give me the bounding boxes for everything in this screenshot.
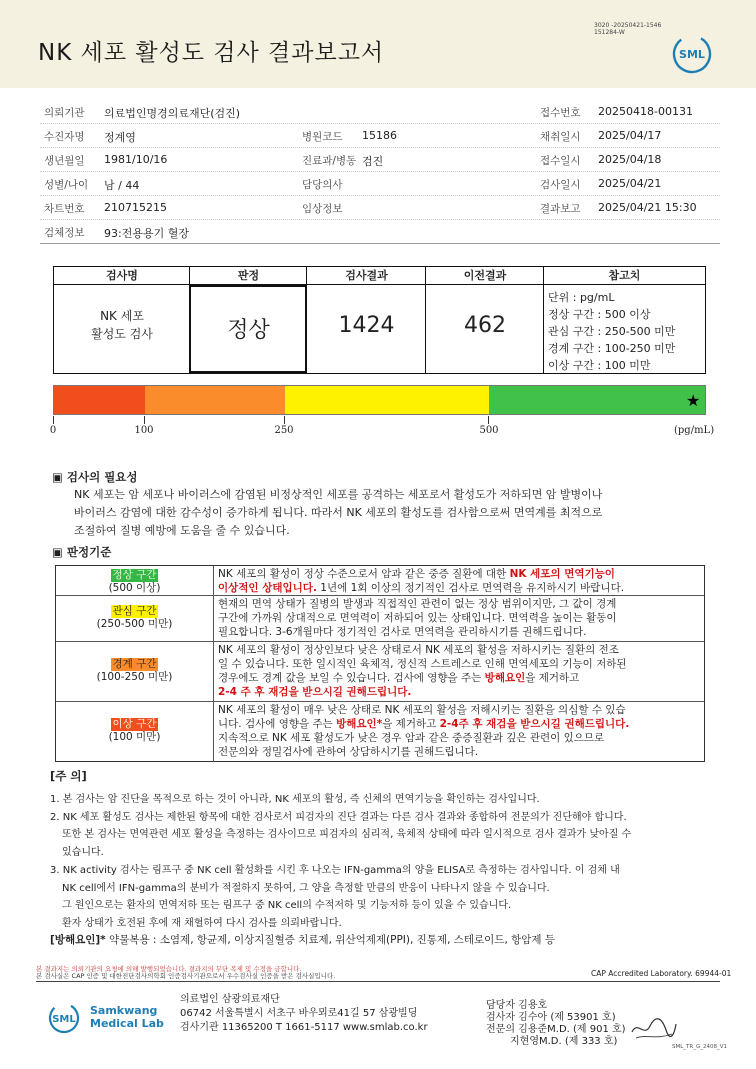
criteria-text: NK 세포의 활성이 매우 낮은 상태로 NK 세포의 활성을 저해시키는 질환을 의심할 수 있습 니다. 검사에 영향을 주는 방해요인*을 제거하고 2-4주 후 재검을 받으시길 권해드립니다. 지속적으로 NK 세포 활성도가 낮은 경우 암과 같은 중증질환과 깊은 관련이 있으므로 전문의와 정밀검사에 관하여 상담하시기를 권해드립니다.	[218, 704, 630, 758]
note-line: 1. 본 검사는 암 진단을 목적으로 하는 것이 아니라, NK 세포의 활성, 즉 신체의 면역기능을 확인하는 검사입니다.	[50, 794, 540, 805]
criteria-text: NK 세포의 활성이 정상인보다 낮은 상태로서 NK 세포의 활성을 저하시키는 질환의 전조 일 수 있습니다. 또한 일시적인 육체적, 정신적 스트레스로 인해 면역세포의 기능이 저하된 경우에도 경계 값을 보일 수 있습니다. 검사에 영향을 주는 방해요인을 제거하고 2-4 주 후 재검을 받으시길 권해드립니다.	[218, 644, 627, 698]
gauge-caution-segment	[285, 386, 489, 414]
info-row: 검체정보 93:전용용기 혈장	[40, 220, 720, 244]
staff-info: 담당자 김용호 검사자 김수아 (제 53901 호) 전문의 김용준M.D. (제 901 호) 지현영M.D. (제 333 호)	[486, 1000, 626, 1047]
section-title-criteria: ▣ 판정기준	[52, 545, 112, 559]
department: 검진	[362, 155, 384, 168]
note-line: 3. NK activity 검사는 림프구 중 NK cell 활성화를 시킨 후 나오는 IFN-gamma의 양을 ELISA로 측정하는 검사입니다. 이 검체 내	[50, 865, 620, 876]
document-code: 3020 -20250421-1546 151284-W	[594, 22, 662, 36]
gauge-tick-label: 0	[49, 425, 57, 436]
note-line: 2. NK 세포 활성도 검사는 제한된 항목에 대한 검사로서 피검자의 진단 결과는 다른 검사 결과와 종합하여 전문의가 진단해야 합니다.	[50, 812, 627, 823]
report-date: 2025/04/21 15:30	[598, 201, 697, 214]
gauge-unit: (pg/mL)	[674, 425, 715, 436]
note-line: NK cell에서 IFN-gamma의 분비가 적절하지 못하여, 그 양을 측정할 만큼의 반응이 나타나지 않을 수 있습니다.	[62, 883, 550, 894]
gauge-abnormal-segment	[54, 386, 145, 414]
gauge-tick-label: 100	[134, 425, 154, 436]
gauge-borderline-segment	[145, 386, 285, 414]
institution-value: 의료법인명경의료재단(검진)	[104, 107, 241, 120]
criteria-table	[55, 565, 705, 762]
criteria-text: NK 세포의 활성이 정상 수준으로서 암과 같은 중증 질환에 대한 NK 세포의 면역기능이 이상적인 상태입니다. 1년에 1회 이상의 정기적인 검사로 면역력을 유지하시기 바랍니다.	[218, 568, 625, 594]
report-header	[0, 0, 756, 88]
sml-logo-icon	[672, 34, 712, 74]
previous-value: 462	[464, 313, 506, 338]
info-row: 의뢰기관 의료법인명경의료재단(검진) 접수번호 20250418-00131	[40, 100, 720, 124]
svg-text:SML: SML	[52, 1014, 76, 1025]
signature-icon	[628, 1014, 678, 1042]
interfering-factors: [방해요인]* 약물복용 : 소염제, 항균제, 이상지질혈증 치료제, 위산억제제(PPI), 진통제, 스테로이드, 항암제 등	[50, 934, 556, 946]
abnormal-tag: 이상 구간	[112, 718, 157, 730]
form-code: SML_TR_G_2408_V1	[672, 1044, 728, 1050]
caution-tag: 관심 구간	[112, 605, 157, 617]
criteria-row-normal: 정상 구간 (500 이상) NK 세포의 활성이 정상 수준으로서 암과 같은 중증 질환에 대한 NK 세포의 면역기능이 이상적인 상태입니다. 1년에 1회 이상의 정기적인 검사로 면역력을 유지하시기 바랍니다.	[56, 566, 704, 596]
note-line: 그 원인으로는 환자의 면역저하 또는 림프구 중 NK cell의 수적저하 및 기능저하 등이 있을 수 있습니다.	[62, 900, 512, 911]
test-name: NK 세포 활성도 검사	[91, 309, 153, 341]
header-result: 검사결과	[307, 267, 426, 285]
hospital-code: 15186	[362, 129, 397, 142]
receipt-date: 2025/04/18	[598, 153, 662, 166]
need-paragraph: NK 세포는 암 세포나 바이러스에 감염된 비정상적인 세포를 공격하는 세포로서 활성도가 저하되면 암 발병이나 바이러스 감염에 대한 감수성이 증가하게 됩니다. 따라서 NK 세포의 활성도를 검사함으로써 면역계를 최적으로 조절하여 질병 예방에 도움을 줄 수 있습니다.	[74, 488, 603, 537]
birth-date: 1981/10/16	[104, 153, 168, 166]
note-line: 있습니다.	[62, 847, 104, 858]
footer-notice: 본 검사실은 CAP 인증 및 대한진단검사의학회 인증검사기관으로서 우수검사실 인증을 받은 검사실입니다.	[36, 972, 336, 980]
borderline-tag: 경계 구간	[112, 658, 157, 670]
criteria-row-borderline: 경계 구간 (100-250 미만) NK 세포의 활성이 정상인보다 낮은 상태로서 NK 세포의 활성을 저하시키는 질환의 전조 일 수 있습니다. 또한 일시적인 육체적, 정신적 스트레스로 인해 면역세포의 기능이 저하된 경우에도 경계 값을 보일 수 있습니다. 검사에 영향을 주는 방해요인을 제거하고 2-4 주 후 재검을 받으시길 권해드립니다.	[56, 642, 704, 702]
header-reference: 참고치	[544, 267, 705, 285]
collect-date: 2025/04/17	[598, 129, 662, 142]
normal-tag: 정상 구간	[112, 569, 157, 581]
footer-notice: 본 결과지는 의뢰기관의 요청에 의해 발행되었습니다. 결과지의 무단 복제 및 수정을 금합니다.	[36, 965, 302, 973]
section-title-need: ▣ 검사의 필요성	[52, 470, 138, 484]
svg-text:SML: SML	[679, 48, 705, 61]
info-row: 수진자명 정계영 병원코드 15186 채취일시 2025/04/17	[40, 124, 720, 148]
header-test-name: 검사명	[54, 267, 190, 285]
gauge-normal-segment	[489, 386, 705, 414]
page-title: NK 세포 활성도 검사 결과보고서	[38, 40, 385, 66]
chart-number: 210715215	[104, 201, 167, 214]
test-date: 2025/04/21	[598, 177, 662, 190]
note-line: 환자 상태가 호전된 후에 재 채혈하여 다시 검사를 의뢰바랍니다.	[62, 918, 342, 929]
criteria-row-abnormal: 이상 구간 (100 미만) NK 세포의 활성이 매우 낮은 상태로 NK 세포의 활성을 저해시키는 질환을 의심할 수 있습 니다. 검사에 영향을 주는 방해요인*을 제거하고 2-4주 후 재검을 받으시길 권해드립니다. 지속적으로 NK 세포 활성도가 낮은 경우 암과 같은 중증질환과 깊은 관련이 있으므로 전문의와 정밀검사에 관하여 상담하시기를 권해드립니다.	[56, 702, 704, 762]
info-row: 차트번호 210715215 임상정보 결과보고 2025/04/21 15:30	[40, 196, 720, 220]
info-row: 성별/나이 남 / 44 담당의사 검사일시 2025/04/21	[40, 172, 720, 196]
result-value: 1424	[338, 313, 395, 338]
judgment-value: 정상	[227, 318, 270, 343]
criteria-row-caution: 관심 구간 (250-500 미만) 현재의 면역 상태가 질병의 발생과 직접적인 관련이 없는 정상 범위이지만, 그 값이 경계 구간에 가까워 상대적으로 면역력이 저하되어 있는 상태입니다. 면역력을 높이는 활동이 필요합니다. 3-6개월마다 정기적인 검사로 면역력을 관리하시기를 권해드립니다.	[56, 596, 704, 642]
gauge-tick-label: 250	[274, 425, 294, 436]
info-row: 생년월일 1981/10/16 진료과/병동 검진 접수일시 2025/04/18	[40, 148, 720, 172]
header-previous: 이전결과	[426, 267, 544, 285]
notes-title: [주 의]	[50, 769, 87, 783]
result-table	[53, 266, 706, 374]
cap-accreditation: CAP Accredited Laboratory. 69944-01	[591, 969, 732, 978]
result-marker-icon: ★	[686, 391, 701, 410]
specimen-info: 93:전용용기 혈장	[104, 227, 189, 240]
reference-range: 단위 : pg/mL 정상 구간 : 500 이상 관심 구간 : 250-500 미만 경계 구간 : 100-250 미만 이상 구간 : 100 미만	[548, 291, 676, 372]
result-gauge	[53, 385, 706, 415]
gauge-tick-label: 500	[479, 425, 499, 436]
receipt-number: 20250418-00131	[598, 105, 693, 118]
corporation-info: 의료법인 삼광의료재단 06742 서울특별시 서초구 바우뫼로41길 57 삼광빌딩 검사기관 11365200 T 1661-5117 www.smlab.co.kr	[180, 994, 428, 1033]
brand-name: Samkwang Medical Lab	[90, 1004, 164, 1030]
criteria-text: 현재의 면역 상태가 질병의 발생과 직접적인 관련이 없는 정상 범위이지만, 그 값이 경계 구간에 가까워 상대적으로 면역력이 저하되어 있는 상태입니다. 면역력을 높이는 활동이 필요합니다. 3-6개월마다 정기적인 검사로 면역력을 관리하시기를 권해드립니다.	[218, 598, 617, 638]
sex-age: 남 / 44	[104, 179, 140, 192]
note-line: 또한 본 검사는 면역관련 세포 활성을 측정하는 검사이므로 피검자의 심리적, 육체적 상태에 따라 일시적으로 검사 결과가 낮아질 수	[62, 829, 632, 840]
patient-name: 정계영	[104, 131, 136, 144]
header-judgment: 판정	[190, 267, 307, 285]
